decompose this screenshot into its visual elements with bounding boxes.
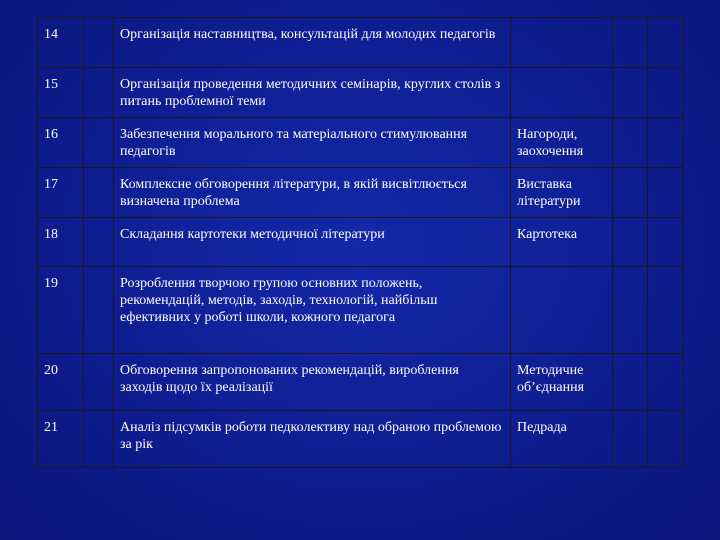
- table-row: [38, 411, 684, 468]
- empty-cell: [84, 168, 114, 218]
- table-row: [38, 168, 684, 218]
- empty-cell: [613, 168, 648, 218]
- task-cell: Забезпечення морального та матеріального стимулювання педагогів: [114, 118, 511, 168]
- form-cell: Нагороди, заохочення: [511, 118, 613, 168]
- empty-cell: [84, 267, 114, 354]
- empty-cell: [648, 18, 684, 68]
- row-number: 21: [38, 411, 84, 468]
- form-cell: Методичне об’єднання: [511, 354, 613, 411]
- task-cell: Обговорення запропонованих рекомендацій, вироблення заходів щодо їх реалізації: [114, 354, 511, 411]
- row-number: 15: [38, 68, 84, 118]
- form-cell: [511, 267, 613, 354]
- task-cell: Комплексне обговорення літератури, в якій висвітлюється визначена проблема: [114, 168, 511, 218]
- form-cell: Виставка літератури: [511, 168, 613, 218]
- empty-cell: [613, 118, 648, 168]
- row-number: 14: [38, 18, 84, 68]
- table-row: [38, 118, 684, 168]
- empty-cell: [613, 218, 648, 267]
- empty-cell: [84, 68, 114, 118]
- empty-cell: [648, 168, 684, 218]
- row-number: 18: [38, 218, 84, 267]
- form-cell: Картотека: [511, 218, 613, 267]
- task-cell: Складання картотеки методичної літератури: [114, 218, 511, 267]
- row-number: 19: [38, 267, 84, 354]
- empty-cell: [648, 218, 684, 267]
- row-number: 20: [38, 354, 84, 411]
- empty-cell: [84, 118, 114, 168]
- empty-cell: [613, 68, 648, 118]
- table-row: [38, 68, 684, 118]
- task-cell: Розроблення творчою групою основних положень, рекомендацій, методів, заходів, технологій, найбільш ефективних у роботі школи, кожного педагога: [114, 267, 511, 354]
- table-row: [38, 354, 684, 411]
- empty-cell: [613, 18, 648, 68]
- table-row: [38, 218, 684, 267]
- methodical-work-plan-table: [37, 17, 684, 468]
- table-row: [38, 18, 684, 68]
- empty-cell: [648, 68, 684, 118]
- task-cell: Організація проведення методичних семінарів, круглих столів з питань проблемної теми: [114, 68, 511, 118]
- empty-cell: [648, 267, 684, 354]
- empty-cell: [613, 354, 648, 411]
- row-number: 17: [38, 168, 84, 218]
- table-row: [38, 267, 684, 354]
- form-cell: [511, 18, 613, 68]
- empty-cell: [84, 218, 114, 267]
- empty-cell: [648, 354, 684, 411]
- empty-cell: [648, 118, 684, 168]
- row-number: 16: [38, 118, 84, 168]
- empty-cell: [84, 354, 114, 411]
- empty-cell: [84, 18, 114, 68]
- task-cell: Організація наставництва, консультацій для молодих педагогів: [114, 18, 511, 68]
- empty-cell: [613, 267, 648, 354]
- task-cell: Аналіз підсумків роботи педколективу над обраною проблемою за рік: [114, 411, 511, 468]
- empty-cell: [613, 411, 648, 468]
- form-cell: Педрада: [511, 411, 613, 468]
- empty-cell: [84, 411, 114, 468]
- form-cell: [511, 68, 613, 118]
- empty-cell: [648, 411, 684, 468]
